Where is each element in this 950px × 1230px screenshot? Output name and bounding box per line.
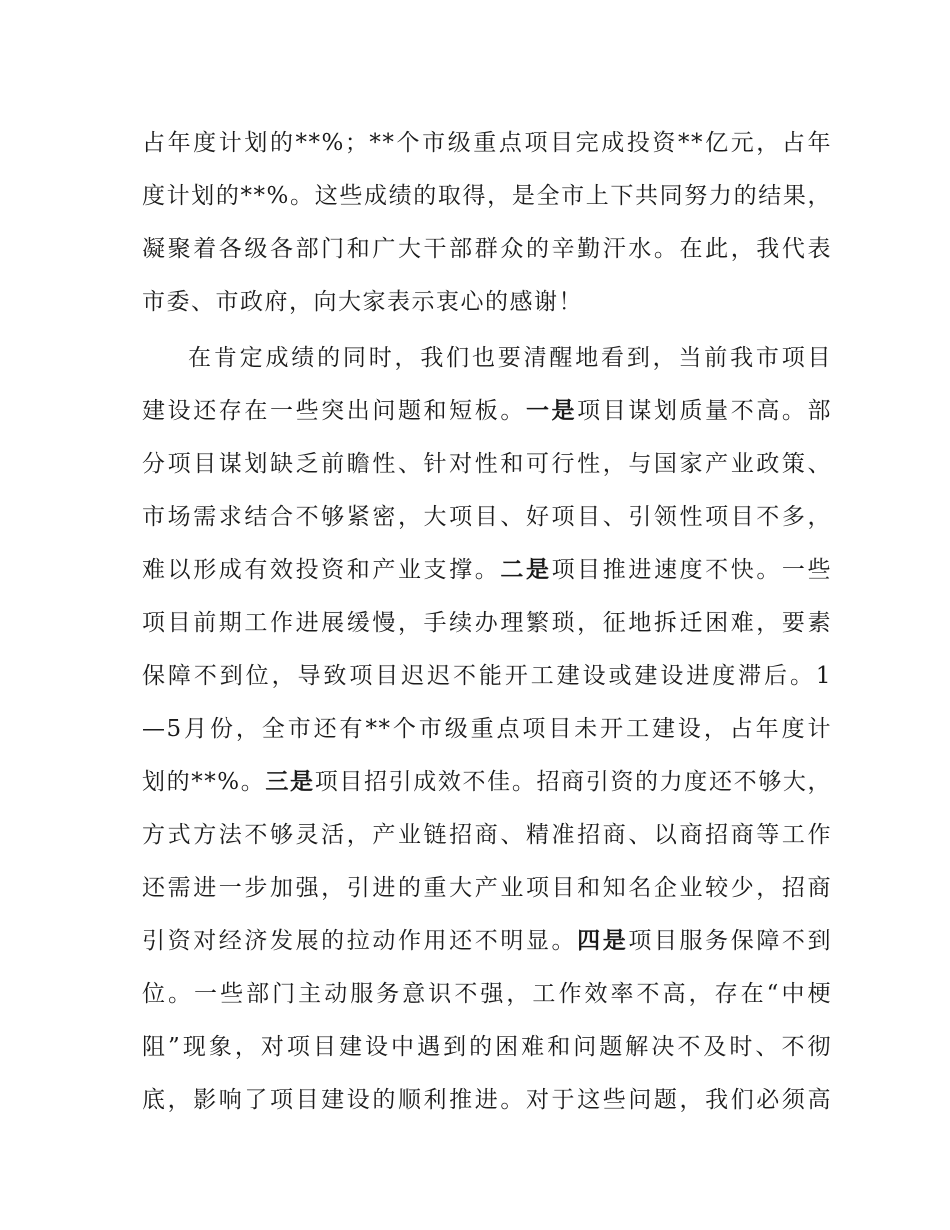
text-line [142,762,832,802]
text-line [142,921,832,961]
text-run: 划的**%。 [142,769,266,795]
text-line: 还需进一步加强，引进的重大产业项目和知名企业较少，招商 [142,875,832,901]
text-line: 保障不到位，导致项目迟迟不能开工建设或建设进度滞后。1 [142,663,832,689]
text-run: 项目推进速度不快。一些 [551,557,833,583]
text-line: 度计划的**%。这些成绩的取得，是全市上下共同努力的结果， [142,183,832,209]
text-line: 凝聚着各级各部门和广大干部群众的辛勤汗水。在此，我代表 [142,236,832,262]
emphasis-marker: 四是 [577,927,629,954]
text-line: 占年度计划的**%；**个市级重点项目完成投资**亿元，占年 [142,130,832,156]
text-line: 在肯定成绩的同时，我们也要清醒地看到，当前我市项目 [188,345,832,371]
text-run: 建设还存在一些突出问题和短板。 [142,398,526,424]
text-line [142,550,832,590]
text-run: 难以形成有效投资和产业支撑。 [142,557,501,583]
text-line: 市委、市政府，向大家表示衷心的感谢！ [142,289,583,315]
emphasis-marker: 二是 [500,556,552,583]
emphasis-marker: 三是 [265,768,315,795]
text-line: 底，影响了项目建设的顺利推进。对于这些问题，我们必须高 [142,1087,832,1113]
text-run: 项目谋划质量不高。部 [577,398,833,424]
text-line: 市场需求结合不够紧密，大项目、好项目、引领性项目不多， [142,504,832,530]
text-run: 项目招引成效不佳。招商引资的力度还不够大， [314,769,833,795]
text-line: 位。一些部门主动服务意识不强，工作效率不高，存在“中梗 [142,981,832,1007]
text-line: 方式方法不够灵活，产业链招商、精准招商、以商招商等工作 [142,822,832,848]
text-line [142,391,832,431]
text-line: —5月份，全市还有**个市级重点项目未开工建设，占年度计 [142,716,832,742]
text-run: 引资对经济发展的拉动作用还不明显。 [142,928,578,954]
text-run: 项目服务保障不到 [628,928,833,954]
text-line: 阻”现象，对项目建设中遇到的困难和问题解决不及时、不彻 [142,1034,832,1060]
text-line: 分项目谋划缺乏前瞻性、针对性和可行性，与国家产业政策、 [142,451,832,477]
text-line: 项目前期工作进展缓慢，手续办理繁琐，征地拆迁困难，要素 [142,610,832,636]
emphasis-marker: 一是 [525,397,578,424]
